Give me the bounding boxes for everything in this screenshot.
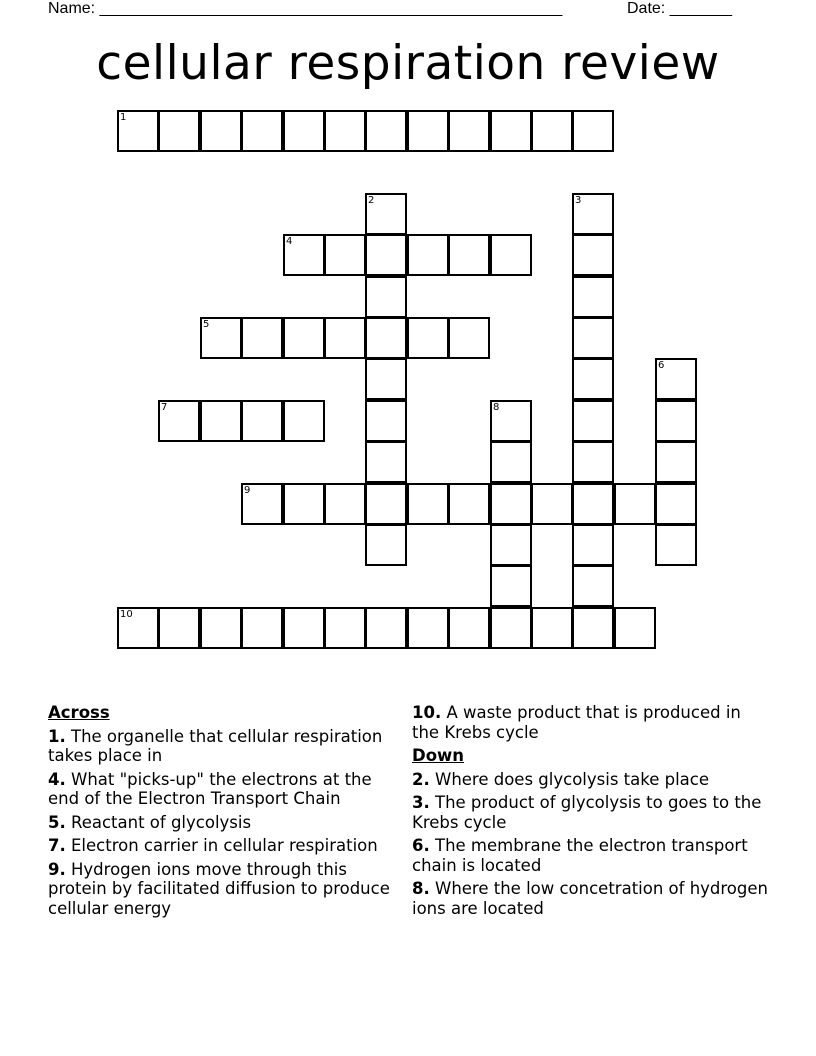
grid-cell[interactable] [572,565,614,607]
clue-text: A waste product that is produced in the Krebs cycle [412,703,741,742]
clue-text: The membrane the electron transport chain is located [412,836,748,875]
clue-number: 2. [412,769,430,789]
grid-cell[interactable] [572,483,614,525]
grid-cell[interactable] [283,317,325,359]
grid-cell[interactable] [241,317,283,359]
grid-cell[interactable] [158,400,200,442]
grid-cell[interactable] [572,358,614,400]
clue-text: Reactant of glycolysis [71,812,252,832]
grid-cell[interactable] [324,607,366,649]
down-heading: Down [412,746,465,765]
grid-cell[interactable] [241,110,283,152]
cell-number: 4 [286,236,293,247]
grid-cell[interactable] [655,524,697,566]
grid-cell[interactable] [490,110,532,152]
grid-cell[interactable] [490,565,532,607]
cell-number: 10 [120,609,133,620]
cell-number: 7 [161,402,168,413]
grid-cell[interactable] [241,400,283,442]
grid-cell[interactable] [365,110,407,152]
across-heading: Across [48,703,110,722]
grid-cell[interactable] [407,110,449,152]
grid-cell[interactable] [158,110,200,152]
clue-across-9 [48,860,404,919]
grid-cell[interactable] [324,317,366,359]
cell-number: 6 [658,360,665,371]
grid-cell[interactable] [365,234,407,276]
clue-text: The organelle that cellular respiration takes place in [48,726,383,765]
grid-cell[interactable] [365,358,407,400]
grid-cell[interactable] [490,524,532,566]
clue-number: 1. [48,726,66,746]
grid-cell[interactable] [241,483,283,525]
grid-cell[interactable] [572,110,614,152]
grid-cell[interactable] [490,234,532,276]
grid-cell[interactable] [490,483,532,525]
grid-cell[interactable] [407,317,449,359]
grid-cell[interactable] [365,483,407,525]
grid-cell[interactable] [490,400,532,442]
grid-cell[interactable] [448,234,490,276]
clue-text: Where the low concetration of hydrogen ions are located [412,879,768,918]
cell-number: 9 [244,485,251,496]
grid-cell[interactable] [407,607,449,649]
clue-text: Where does glycolysis take place [435,769,709,789]
grid-cell[interactable] [283,607,325,649]
clue-text: Electron carrier in cellular respiration [71,836,378,855]
grid-cell[interactable] [531,110,573,152]
cell-number: 8 [493,402,500,413]
grid-cell[interactable] [655,483,697,525]
grid-cell[interactable] [572,607,614,649]
grid-cell[interactable] [572,193,614,235]
clue-across-10 [412,703,768,742]
clue-text: What "picks-up" the electrons at the end of the Electron Transport Chain [48,769,372,808]
grid-cell[interactable] [407,483,449,525]
grid-cell[interactable] [283,400,325,442]
grid-cell[interactable] [448,317,490,359]
grid-cell[interactable] [572,441,614,483]
clue-number: 5. [48,812,66,832]
date-field-label: Date: _______ [627,0,732,17]
grid-cell[interactable] [117,110,159,152]
clue-text: Hydrogen ions move through this protein by facilitated diffusion to produce cellular energy [48,859,390,918]
grid-cell[interactable] [448,483,490,525]
grid-cell[interactable] [241,607,283,649]
grid-cell[interactable] [572,400,614,442]
grid-cell[interactable] [200,317,242,359]
clue-across-5 [48,813,404,833]
grid-cell[interactable] [365,193,407,235]
grid-cell[interactable] [365,276,407,318]
clue-across-4 [48,770,404,809]
grid-cell[interactable] [531,483,573,525]
cell-number: 5 [203,319,210,330]
grid-cell[interactable] [572,524,614,566]
grid-cell[interactable] [365,317,407,359]
cell-number: 1 [120,112,127,123]
clue-number: 8. [412,879,430,898]
grid-cell[interactable] [324,483,366,525]
clue-down-8 [412,879,768,918]
grid-cell[interactable] [324,110,366,152]
clues-column-right [412,703,768,922]
grid-cell[interactable] [572,276,614,318]
grid-cell[interactable] [365,524,407,566]
grid-cell[interactable] [200,607,242,649]
clue-across-1 [48,727,404,766]
grid-cell[interactable] [283,483,325,525]
clue-number: 7. [48,836,66,855]
grid-cell[interactable] [614,483,656,525]
clue-down-6 [412,836,768,875]
clue-number: 9. [48,859,66,879]
clue-text: The product of glycolysis to goes to the Krebs cycle [412,793,762,832]
grid-cell[interactable] [531,607,573,649]
cell-number: 3 [575,195,582,206]
grid-cell[interactable] [200,110,242,152]
cell-number: 2 [368,195,375,206]
name-field-label: Name: ____________________________________________________ [48,0,563,17]
clue-down-2 [412,770,768,790]
clue-down-3 [412,793,768,832]
grid-cell[interactable] [365,400,407,442]
grid-cell[interactable] [655,400,697,442]
clue-number: 4. [48,769,66,789]
grid-cell[interactable] [324,234,366,276]
grid-cell[interactable] [572,317,614,359]
grid-cell[interactable] [490,441,532,483]
grid-cell[interactable] [655,358,697,400]
clue-number: 3. [412,793,430,812]
grid-cell[interactable] [572,234,614,276]
grid-cell[interactable] [407,234,449,276]
grid-cell[interactable] [283,234,325,276]
grid-cell[interactable] [283,110,325,152]
clues-column-left [48,703,404,922]
grid-cell[interactable] [448,607,490,649]
clue-across-7 [48,836,404,856]
grid-cell[interactable] [490,607,532,649]
grid-cell[interactable] [200,400,242,442]
grid-cell[interactable] [655,441,697,483]
grid-cell[interactable] [117,607,159,649]
page-title: cellular respiration review [96,36,720,91]
grid-cell[interactable] [158,607,200,649]
grid-cell[interactable] [614,607,656,649]
grid-cell[interactable] [365,607,407,649]
clue-number: 6. [412,836,430,855]
grid-cell[interactable] [448,110,490,152]
clue-number: 10. [412,703,442,722]
grid-cell[interactable] [365,441,407,483]
